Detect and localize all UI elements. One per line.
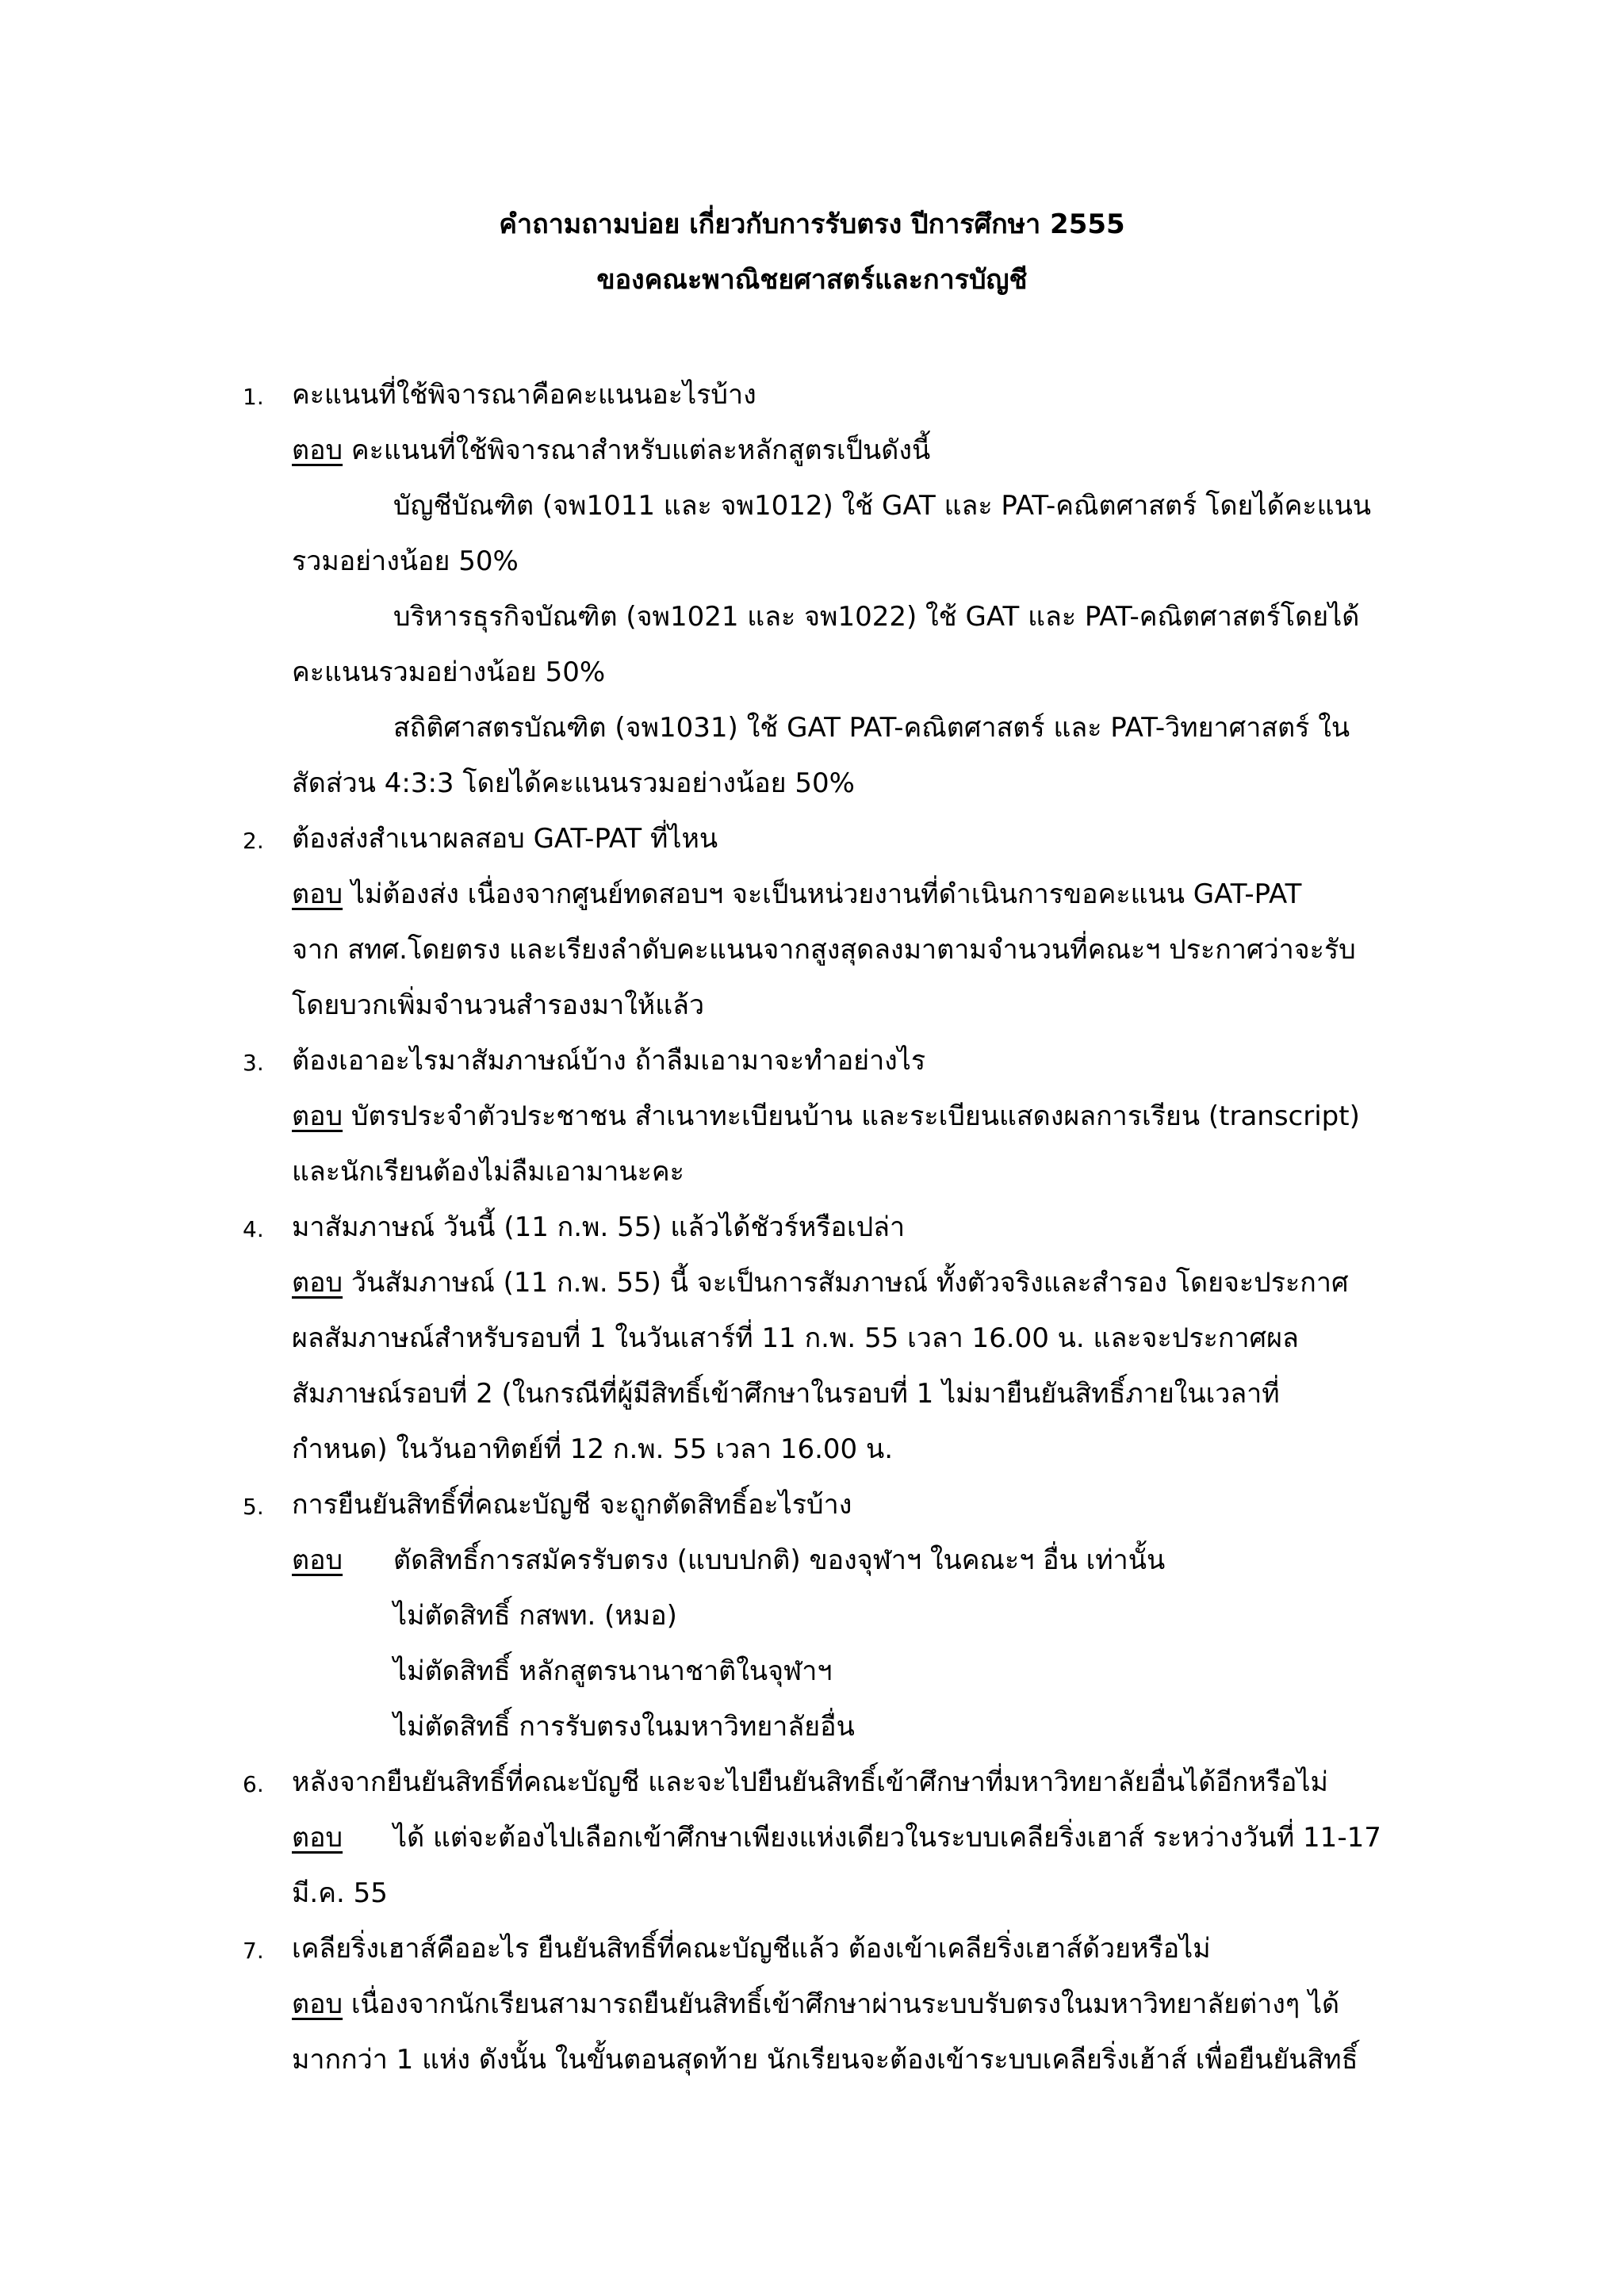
item-number: 1. [243,384,264,410]
item-number: 3. [243,1050,264,1076]
question-text: คะแนนที่ใช้พิจารณาคือคะแนนอะไรบ้าง [292,379,756,411]
question-text: ต้องส่งสำเนาผลสอบ GAT-PAT ที่ไหน [292,823,718,855]
answer-line [292,867,1301,922]
question-text: หลังจากยืนยันสิทธิ์ที่คณะบัญชี และจะไปยืนยันสิทธิ์เข้าศึกษาที่มหาวิทยาลัยอื่นได้อีกหรือไม่ [292,1766,1328,1798]
answer-label: ตอบ [292,1544,343,1576]
answer-text: ไม่ตัดสิทธิ์ การรับตรงในมหาวิทยาลัยอื่น [393,1711,855,1743]
answer-text: มากกว่า 1 แห่ง ดังนั้น ในขั้นตอนสุดท้าย นักเรียนจะต้องเข้าระบบเคลียริ่งเฮ้าส์ เพื่อยืนยันสิทธิ์ [292,2044,1358,2076]
answer-text: สถิติศาสตรบัณฑิต (จพ1031) ใช้ GAT PAT-คณิตศาสตร์ และ PAT-วิทยาศาสตร์ ใน [393,712,1350,744]
item-number: 7. [243,1938,264,1964]
answer-text: คะแนนที่ใช้พิจารณาสำหรับแต่ละหลักสูตรเป็นดังนี้ [350,434,931,466]
answer-text: ตัดสิทธิ์การสมัครรับตรง (แบบปกติ) ของจุฬาฯ ในคณะฯ อื่น เท่านั้น [393,1544,1166,1576]
answer-text: ผลสัมภาษณ์สำหรับรอบที่ 1 ในวันเสาร์ที่ 11 ก.พ. 55 เวลา 16.00 น. และจะประกาศผล [292,1322,1299,1354]
answer-text: สัมภาษณ์รอบที่ 2 (ในกรณีที่ผู้มีสิทธิ์เข้าศึกษาในรอบที่ 1 ไม่มายืนยันสิทธิ์ภายในเวลาที่ [292,1378,1280,1410]
answer-text: เนื่องจากนักเรียนสามารถยืนยันสิทธิ์เข้าศึกษาผ่านระบบรับตรงในมหาวิทยาลัยต่างๆ ได้ [350,1988,1340,2020]
answer-text: บริหารธุรกิจบัณฑิต (จพ1021 และ จพ1022) ใช้ GAT และ PAT-คณิตศาสตร์โดยได้ [393,601,1360,633]
answer-line [292,1976,1339,2032]
answer-text: บัตรประจำตัวประชาชน สำเนาทะเบียนบ้าน และระเบียนแสดงผลการเรียน (transcript) [350,1100,1360,1132]
answer-label: ตอบ [292,434,343,466]
answer-label: ตอบ [292,1822,343,1854]
answer-label: ตอบ [292,1100,343,1132]
answer-text: บัญชีบัณฑิต (จพ1011 และ จพ1012) ใช้ GAT และ PAT-คณิตศาสตร์ โดยได้คะแนน [393,490,1372,522]
answer-line [292,1255,1349,1311]
question-text: มาสัมภาษณ์ วันนี้ (11 ก.พ. 55) แล้วได้ชัวร์หรือเปล่า [292,1211,906,1243]
answer-text: กำหนด) ในวันอาทิตย์ที่ 12 ก.พ. 55 เวลา 16.00 น. [292,1433,894,1465]
answer-text: วันสัมภาษณ์ (11 ก.พ. 55) นี้ จะเป็นการสัมภาษณ์ ทั้งตัวจริงและสำรอง โดยจะประกาศ [350,1267,1349,1299]
answer-line [292,423,930,478]
item-number: 6. [243,1771,264,1797]
answer-text: คะแนนรวมอย่างน้อย 50% [292,656,606,688]
answer-text: ได้ แต่จะต้องไปเลือกเข้าศึกษาเพียงแห่งเดียวในระบบเคลียริ่งเฮาส์ ระหว่างวันที่ 11-17 [393,1822,1381,1854]
item-number: 5. [243,1494,264,1520]
answer-text: มี.ค. 55 [292,1877,388,1909]
question-text: ต้องเอาอะไรมาสัมภาษณ์บ้าง ถ้าลืมเอามาจะทำอย่างไร [292,1045,926,1077]
answer-line [292,1089,1360,1144]
answer-text: สัดส่วน 4:3:3 โดยได้คะแนนรวมอย่างน้อย 50% [292,767,855,799]
answer-label: ตอบ [292,878,343,910]
answer-label: ตอบ [292,1988,343,2020]
question-text: เคลียริ่งเฮาส์คืออะไร ยืนยันสิทธิ์ที่คณะบัญชีแล้ว ต้องเข้าเคลียริ่งเฮาส์ด้วยหรือไม่ [292,1933,1211,1965]
item-number: 2. [243,828,264,854]
answer-text: ไม่ต้องส่ง เนื่องจากศูนย์ทดสอบฯ จะเป็นหน่วยงานที่ดำเนินการขอคะแนน GAT-PAT [350,878,1302,910]
answer-text: โดยบวกเพิ่มจำนวนสำรองมาให้แล้ว [292,989,705,1021]
question-text: การยืนยันสิทธิ์ที่คณะบัญชี จะถูกตัดสิทธิ์อะไรบ้าง [292,1489,852,1521]
page-title: คำถามถามบ่อย เกี่ยวกับการรับตรง ปีการศึกษา 2555 [499,209,1125,240]
answer-text: ไม่ตัดสิทธิ์ กสพท. (หมอ) [393,1600,677,1632]
item-number: 4. [243,1216,264,1242]
page-subtitle: ของคณะพาณิชยศาสตร์และการบัญชี [596,264,1028,296]
answer-label: ตอบ [292,1267,343,1299]
answer-text: ไม่ตัดสิทธิ์ หลักสูตรนานาชาติในจุฬาฯ [393,1655,833,1687]
answer-text: จาก สทศ.โดยตรง และเรียงลำดับคะแนนจากสูงสุดลงมาตามจำนวนที่คณะฯ ประกาศว่าจะรับ [292,934,1356,966]
answer-text: และนักเรียนต้องไม่ลืมเอามานะคะ [292,1156,684,1188]
answer-text: รวมอย่างน้อย 50% [292,545,519,577]
